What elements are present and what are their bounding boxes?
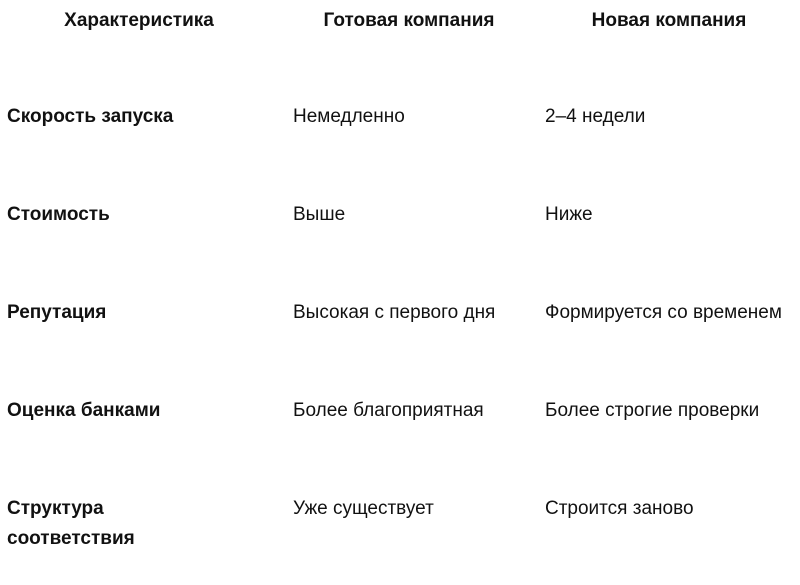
ready-company-value: Уже существует xyxy=(293,498,434,519)
table-row xyxy=(0,294,800,392)
new-company-cell xyxy=(538,294,800,392)
ready-company-value: Более благоприятная xyxy=(293,400,484,421)
ready-company-cell xyxy=(286,294,538,392)
table-row xyxy=(0,490,800,554)
table-header xyxy=(0,0,800,98)
ready-company-cell xyxy=(286,490,538,554)
ready-company-value: Немедленно xyxy=(293,106,405,127)
new-company-cell xyxy=(538,392,800,490)
new-company-value: Строится заново xyxy=(545,498,694,519)
ready-company-cell xyxy=(286,196,538,294)
column-header-characteristic: Характеристика xyxy=(64,10,214,31)
new-company-cell xyxy=(538,490,800,554)
ready-company-value: Высокая с первого дня xyxy=(293,302,496,323)
new-company-cell xyxy=(538,196,800,294)
new-company-value: 2–4 недели xyxy=(545,106,646,127)
row-label-text: Структура соответствия xyxy=(7,498,135,549)
row-label-text: Репутация xyxy=(7,302,107,323)
table-body xyxy=(0,98,800,554)
row-label xyxy=(0,294,286,392)
row-label-text: Стоимость xyxy=(7,204,110,225)
row-label-text: Оценка банками xyxy=(7,400,161,421)
column-header-new-company: Новая компания xyxy=(591,10,747,31)
ready-company-cell xyxy=(286,392,538,490)
column-header-ready-company: Готовая компания xyxy=(323,10,495,31)
table-row xyxy=(0,392,800,490)
row-label xyxy=(0,98,286,196)
table-row xyxy=(0,196,800,294)
new-company-value: Формируется со временем xyxy=(545,302,782,323)
new-company-value: Ниже xyxy=(545,204,593,225)
table-row xyxy=(0,98,800,196)
row-label-text: Скорость запуска xyxy=(7,106,174,127)
row-label xyxy=(0,392,286,490)
row-label xyxy=(0,490,286,554)
header-row xyxy=(0,0,800,98)
new-company-cell xyxy=(538,98,800,196)
ready-company-value: Выше xyxy=(293,204,346,225)
new-company-value: Более строгие проверки xyxy=(545,400,760,421)
row-label xyxy=(0,196,286,294)
ready-company-cell xyxy=(286,98,538,196)
